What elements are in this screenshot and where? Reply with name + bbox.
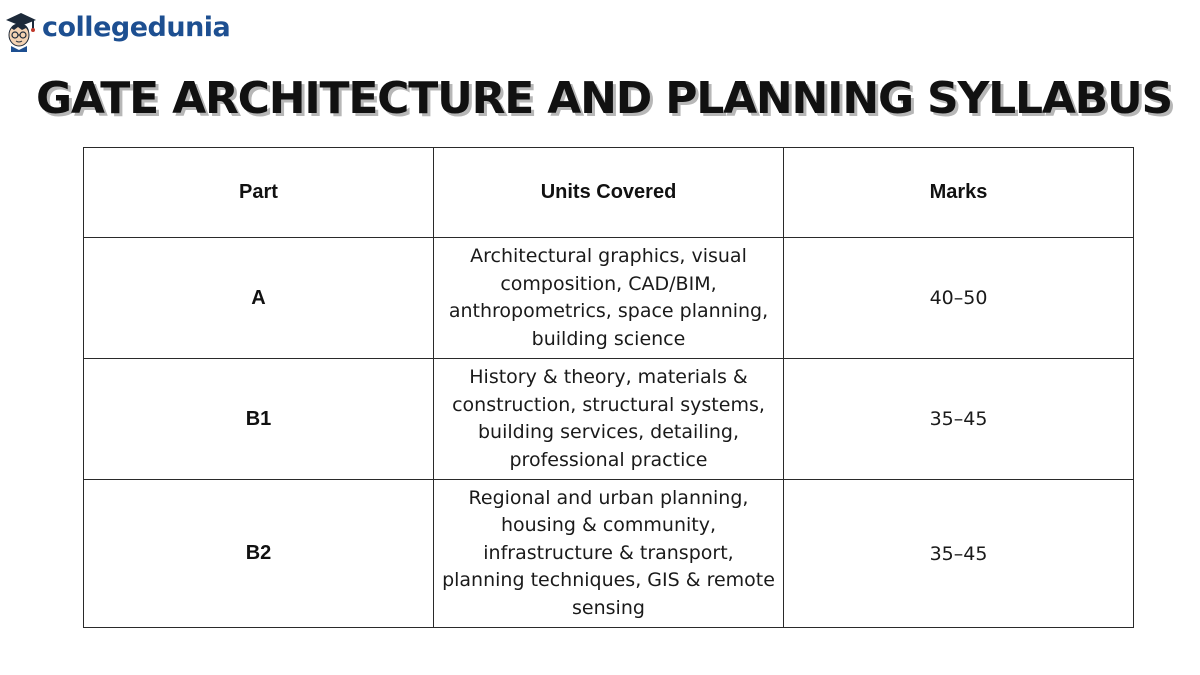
cell-part: B1 [84, 359, 434, 480]
table-row [84, 480, 1134, 628]
table-row [84, 238, 1134, 359]
cell-marks: 35–45 [784, 359, 1134, 480]
syllabus-table [83, 147, 1134, 628]
cell-marks: 35–45 [784, 480, 1134, 628]
header-marks: Marks [784, 148, 1134, 238]
table-header-row [84, 148, 1134, 238]
page-title: GATE ARCHITECTURE AND PLANNING SYLLABUS [35, 73, 1173, 124]
cell-part: B2 [84, 480, 434, 628]
cell-part: A [84, 238, 434, 359]
brand-logo[interactable] [4, 8, 230, 52]
table-row [84, 359, 1134, 480]
header-part: Part [84, 148, 434, 238]
cell-units-covered: Regional and urban planning, housing & community, infrastructure & transport, planning techniques, GIS & remote sensing [434, 480, 784, 628]
cell-marks: 40–50 [784, 238, 1134, 359]
cell-units-covered: History & theory, materials & construction, structural systems, building services, detailing, professional practice [434, 359, 784, 480]
brand-name: collegedunia [42, 11, 231, 43]
graduate-mascot-icon [4, 8, 38, 52]
header-units-covered: Units Covered [434, 148, 784, 238]
cell-units-covered: Architectural graphics, visual composition, CAD/BIM, anthropometrics, space planning, building science [434, 238, 784, 359]
